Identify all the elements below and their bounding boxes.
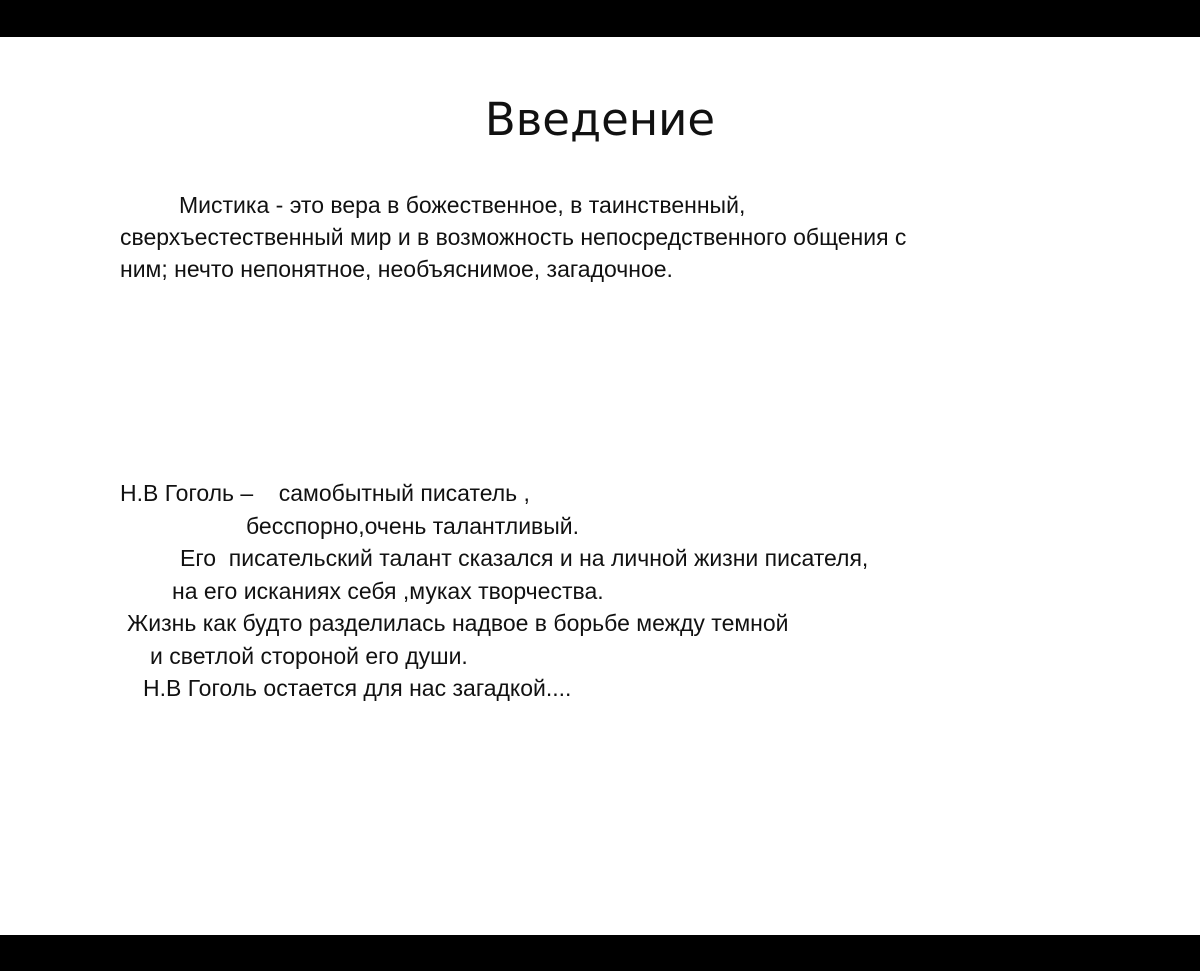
body-line-5: Жизнь как будто разделилась надвое в борьбе между темной bbox=[127, 610, 789, 636]
body-line-6: и светлой стороной его души. bbox=[150, 642, 468, 669]
body-line-3: Его писательский талант сказался и на личной жизни писателя, bbox=[180, 545, 869, 571]
body-paragraph bbox=[120, 477, 1080, 705]
body-line-1: Н.В Гоголь – самобытный писатель , bbox=[120, 480, 530, 506]
intro-line-1: Мистика - это вера в божественное, в таинственный, bbox=[179, 192, 746, 218]
slide bbox=[0, 37, 1200, 935]
intro-paragraph bbox=[120, 189, 1080, 285]
intro-line-2: сверхъестественный мир и в возможность непосредственного общения с bbox=[120, 224, 907, 250]
intro-line-3: ним; нечто непонятное, необъяснимое, загадочное. bbox=[120, 256, 673, 282]
slide-title: Введение bbox=[484, 93, 716, 146]
body-line-7: Н.В Гоголь остается для нас загадкой.... bbox=[143, 675, 572, 701]
body-line-4: на его исканиях себя ,муках творчества. bbox=[172, 577, 604, 604]
body-line-2: бесспорно,очень талантливый. bbox=[246, 512, 580, 539]
